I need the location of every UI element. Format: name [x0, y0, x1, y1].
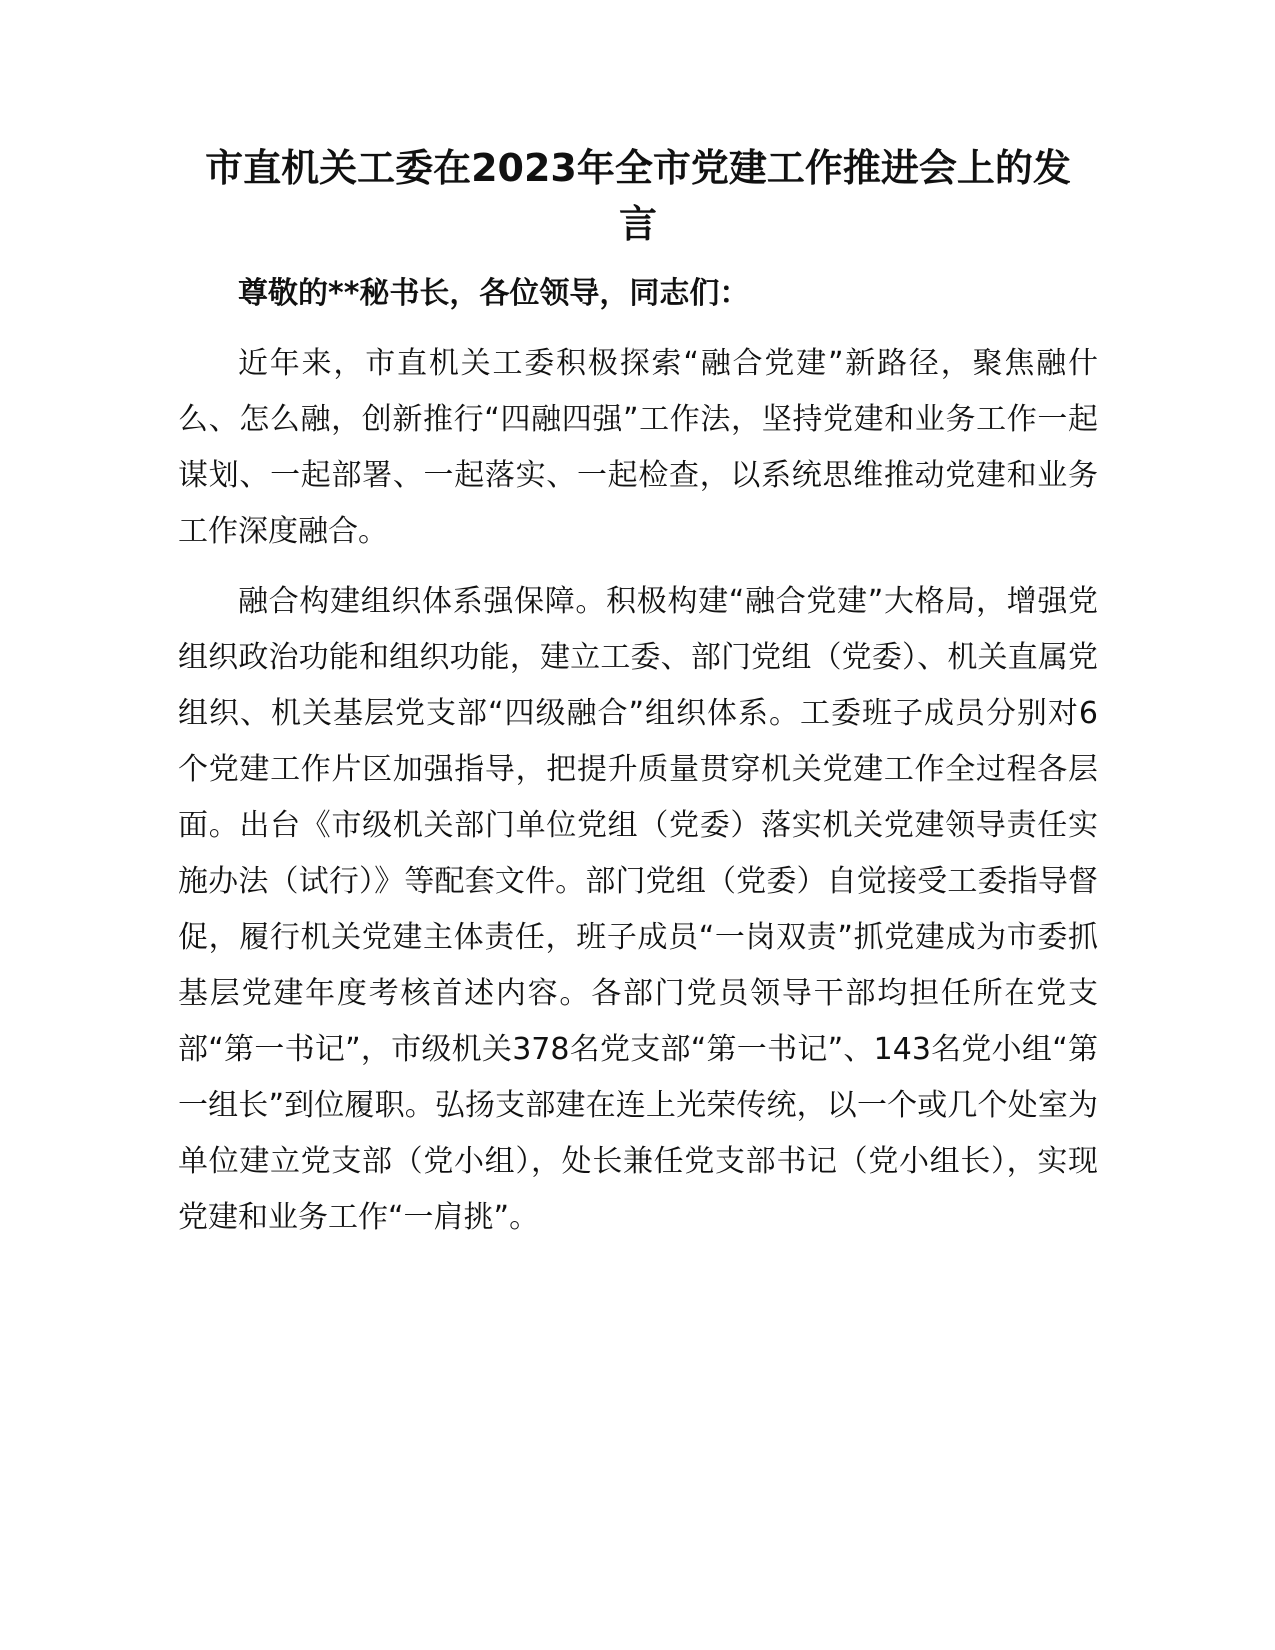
paragraph-intro: 近年来，市直机关工委积极探索“融合党建”新路径，聚焦融什么、怎么融，创新推行“四融四强”工作法，坚持党建和业务工作一起谋划、一起部署、一起落实、一起检查，以系统思维推动党建和业务工作深度融合。	[178, 346, 1098, 549]
document-page	[178, 140, 1098, 1246]
document-title: 市直机关工委在2023年全市党建工作推进会上的发言	[205, 146, 1071, 246]
salutation: 尊敬的**秘书长，各位领导，同志们：	[238, 276, 750, 311]
paragraph-organization-system: 融合构建组织体系强保障。积极构建“融合党建”大格局，增强党组织政治功能和组织功能，建立工委、部门党组（党委）、机关直属党组织、机关基层党支部“四级融合”组织体系。工委班子成员分别对6个党建工作片区加强指导，把提升质量贯穿机关党建工作全过程各层面。出台《市级机关部门单位党组（党委）落实机关党建领导责任实施办法（试行）》等配套文件。部门党组（党委）自觉接受工委指导督促，履行机关党建主体责任，班子成员“一岗双责”抓党建成为市委抓基层党建年度考核首述内容。各部门党员领导干部均担任所在党支部“第一书记”，市级机关378名党支部“第一书记”、143名党小组“第一组长”到位履职。弘扬支部建在连上光荣传统，以一个或几个处室为单位建立党支部（党小组），处长兼任党支部书记（党小组长），实现党建和业务工作“一肩挑”。	[178, 584, 1098, 1235]
